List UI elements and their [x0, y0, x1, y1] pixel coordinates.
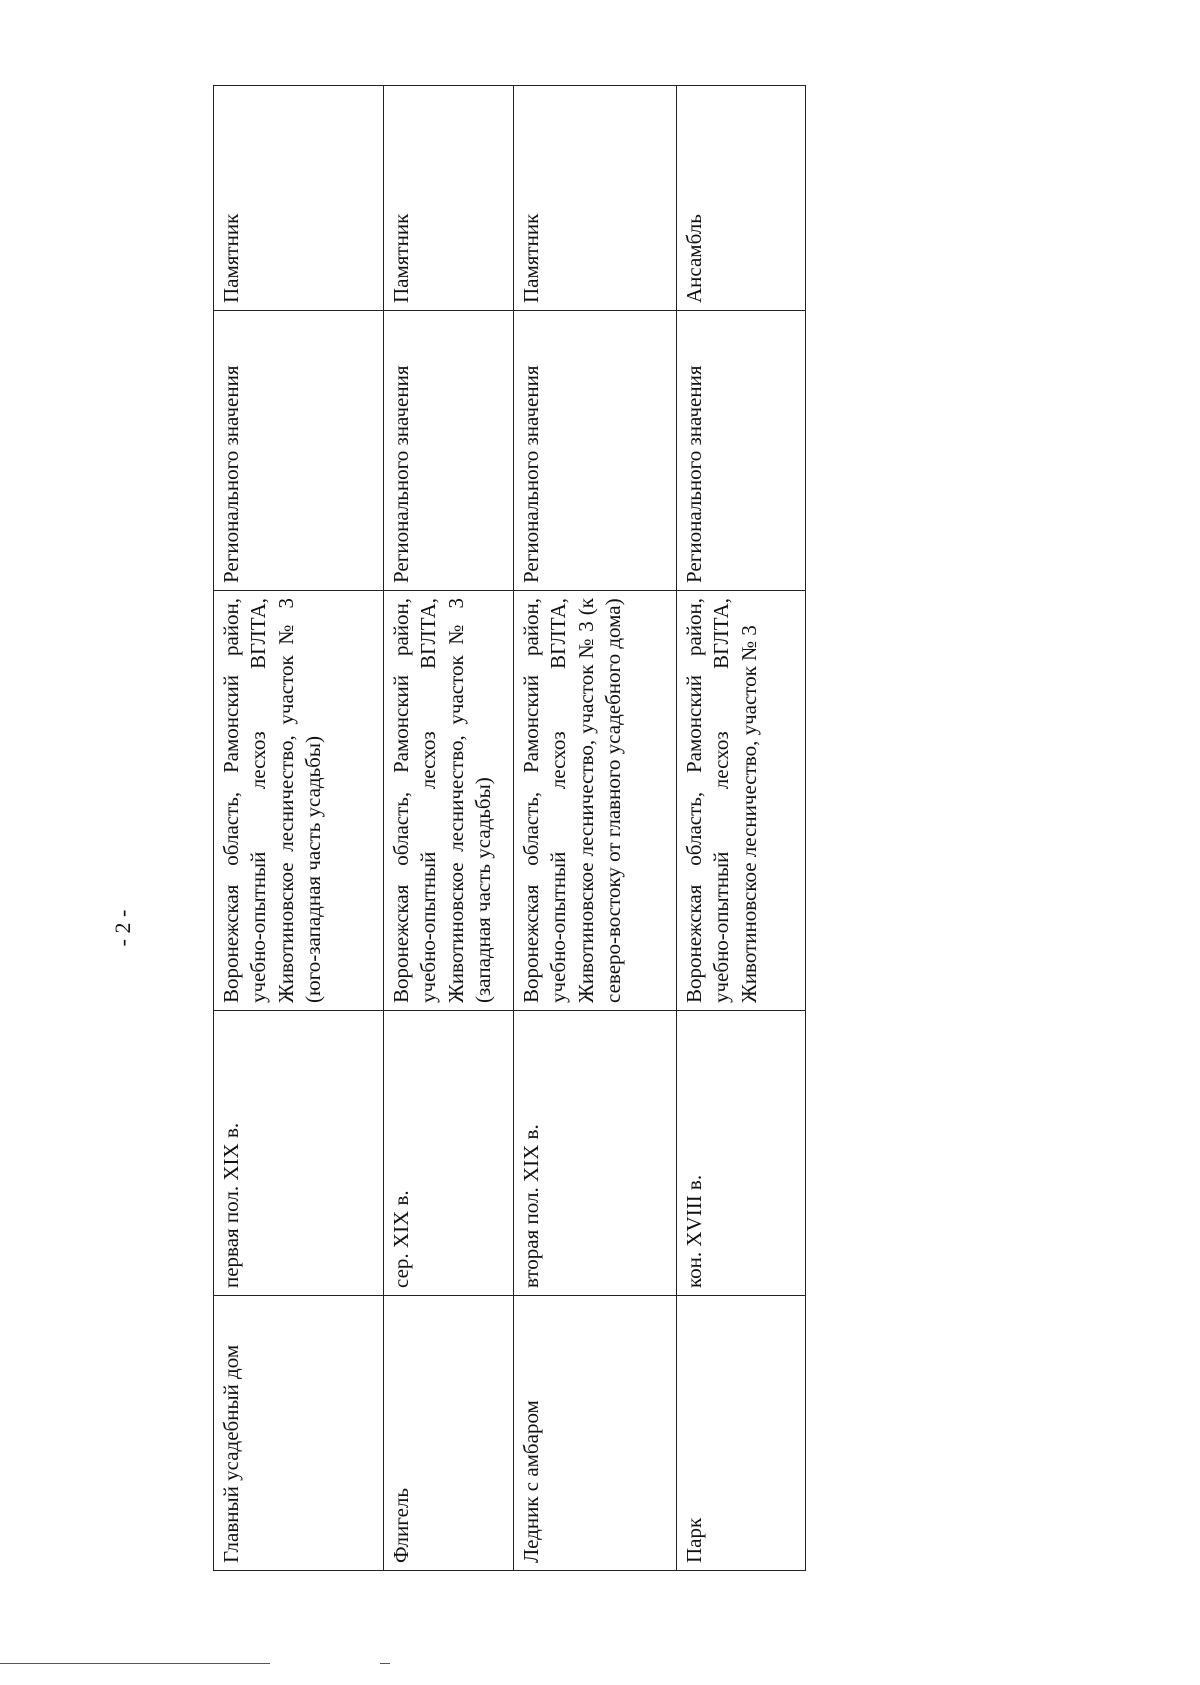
- significance-cell: Регионального значения: [384, 311, 514, 591]
- object-name-cell: Флигель: [384, 1296, 514, 1571]
- bottom-scan-mark: [380, 1663, 390, 1664]
- bottom-scan-line: [0, 1663, 270, 1664]
- location-cell: Воронежская область, Рамонский район, учебно-опытный лесхоз ВГЛТА, Животиновское лесничество, участок № 3: [677, 591, 806, 1011]
- significance-cell: Регионального значения: [677, 311, 806, 591]
- monuments-table: [213, 85, 806, 1571]
- object-type-cell: Памятник: [214, 86, 384, 311]
- location-cell: Воронежская область, Рамонский район, учебно-опытный лесхоз ВГЛТА, Животиновское лесничество, участок № 3 (западная часть усадьбы): [384, 591, 514, 1011]
- object-name-cell: Парк: [677, 1296, 806, 1571]
- dating-cell: кон. XVIII в.: [677, 1011, 806, 1296]
- table-row: [677, 86, 806, 1571]
- location-cell: Воронежская область, Рамонский район, учебно-опытный лесхоз ВГЛТА, Животиновское лесничество, участок № 3 (к северо-востоку от главного усадебного дома): [514, 591, 677, 1011]
- location-cell: Воронежская область, Рамонский район, учебно-опытный лесхоз ВГЛТА, Животиновское лесничество, участок № 3 (юго-западная часть усадьбы): [214, 591, 384, 1011]
- monuments-table-rotated: [213, 86, 805, 1571]
- significance-cell: Регионального значения: [514, 311, 677, 591]
- table-row: [384, 86, 514, 1571]
- table-row: [514, 86, 677, 1571]
- significance-cell: Регионального значения: [214, 311, 384, 591]
- object-name-cell: Главный усадебный дом: [214, 1296, 384, 1571]
- object-type-cell: Памятник: [384, 86, 514, 311]
- table-row: [214, 86, 384, 1571]
- object-type-cell: Ансамбль: [677, 86, 806, 311]
- object-name-cell: Ледник с амбаром: [514, 1296, 677, 1571]
- object-type-cell: Памятник: [514, 86, 677, 311]
- dating-cell: сер. XIX в.: [384, 1011, 514, 1296]
- dating-cell: вторая пол. XIX в.: [514, 1011, 677, 1296]
- dating-cell: первая пол. XIX в.: [214, 1011, 384, 1296]
- monuments-table-wrapper: [213, 86, 805, 1571]
- page-number: - 2 -: [110, 909, 135, 947]
